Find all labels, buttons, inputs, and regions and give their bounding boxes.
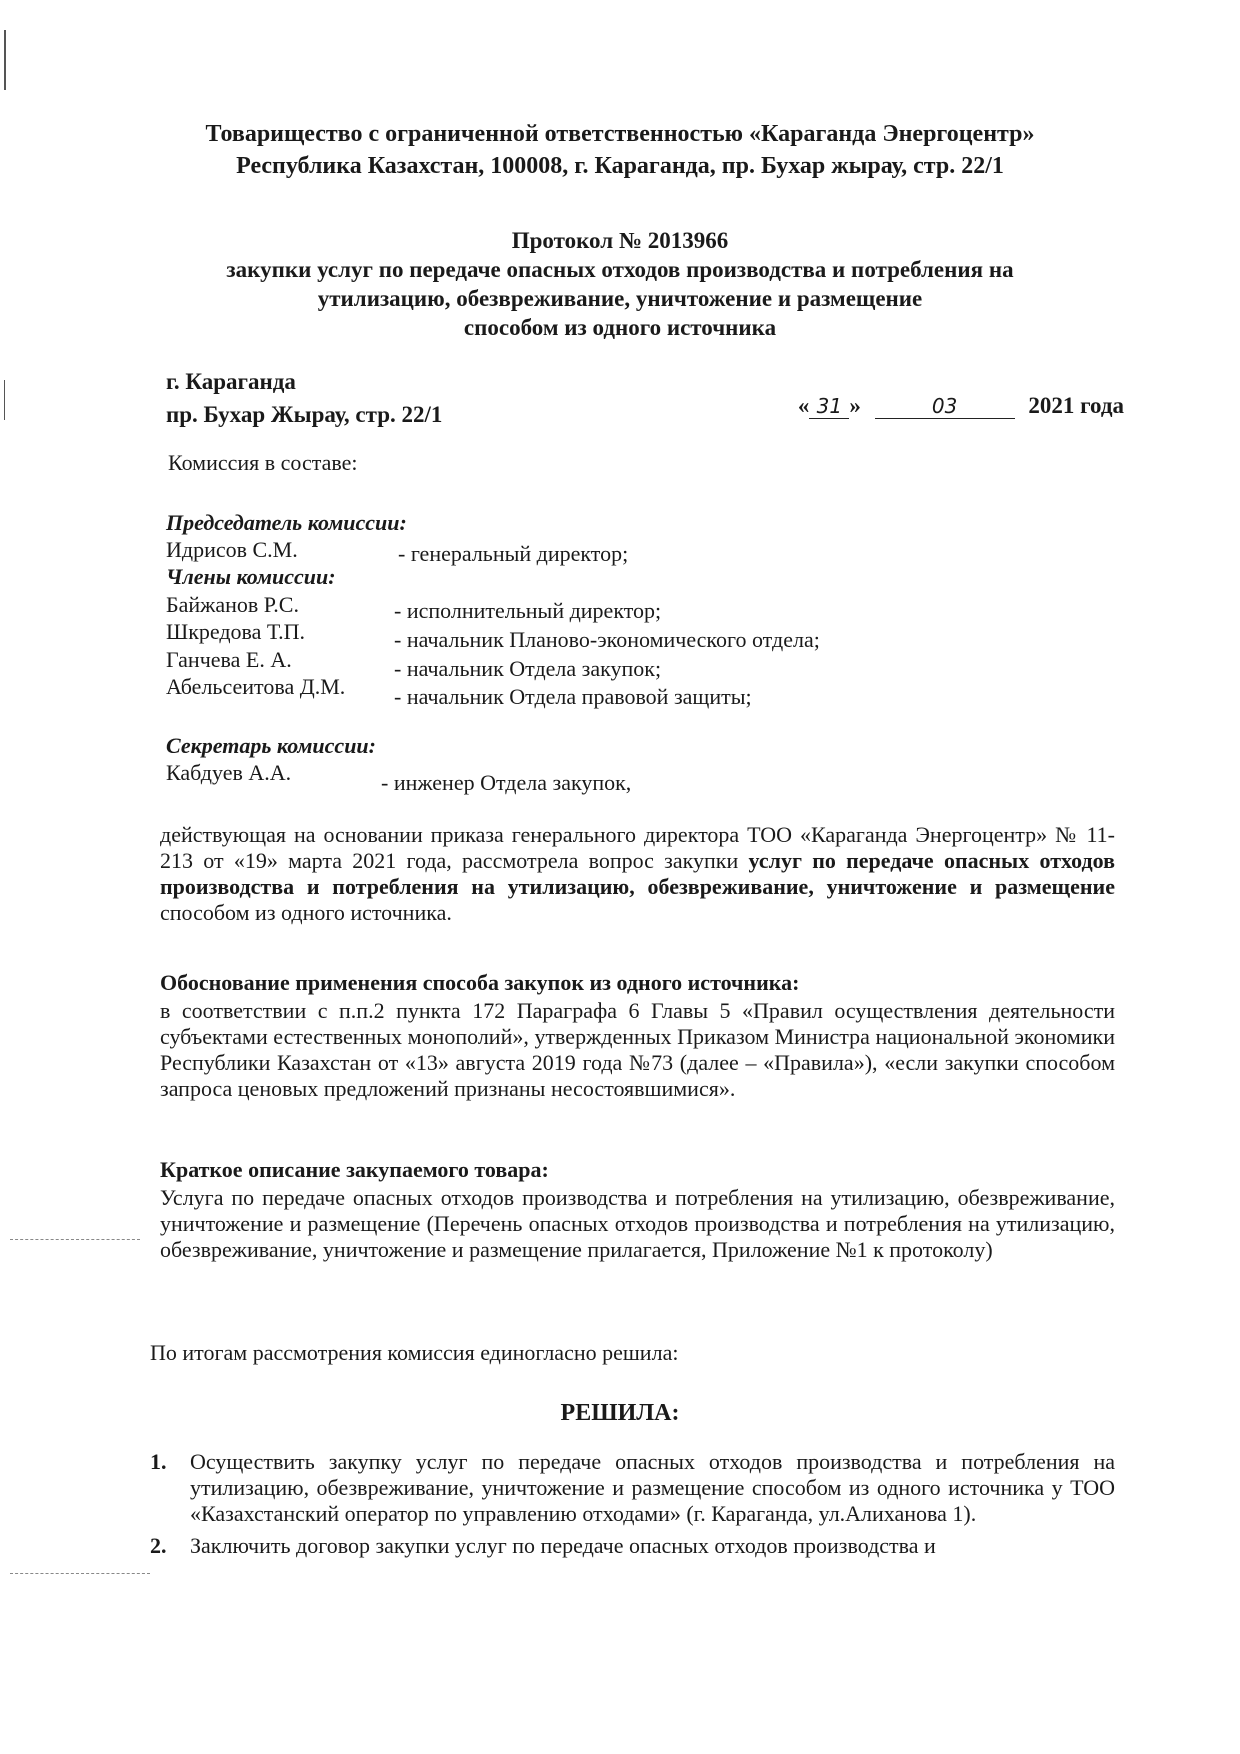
member-role: - начальник Планово-экономического отдела;: [394, 627, 820, 652]
member-name: Абельсеитова Д.М.: [166, 674, 346, 699]
scan-margin-mark: [4, 380, 5, 420]
date-year: 2021 года: [1028, 393, 1124, 418]
decision-heading: РЕШИЛА:: [560, 1400, 680, 1426]
list-item-text: Осуществить закупку услуг по передаче опасных отходов производства и потребления на утилизацию, обезвреживание, уничтожение и размещение способом из одного источника у ТОО «Казахстанский оператор по управлению отходами» (г. Караганда, ул.Алиханова 1).: [190, 1449, 1115, 1526]
date-quote-close: »: [849, 393, 861, 418]
list-item-number: 1.: [150, 1449, 167, 1474]
organization-header: [150, 118, 1090, 182]
place-address: пр. Бухар Жырау, стр. 22/1: [166, 402, 443, 427]
description-text: Услуга по передаче опасных отходов производства и потребления на утилизацию, обезвреживание, уничтожение и размещение (Перечень опасных отходов производства и потребления на утилизацию, обезвреживание, уничтожение и размещение прилагается, Приложение №1 к протоколу): [160, 1185, 1115, 1262]
basis-paragraph: [160, 822, 1115, 926]
results-intro: По итогам рассмотрения комиссия единогласно решила:: [150, 1340, 679, 1365]
organization-address: Республика Казахстан, 100008, г. Караганда, пр. Бухар жырау, стр. 22/1: [236, 153, 1004, 179]
protocol-number: Протокол № 2013966: [511, 228, 729, 253]
scan-margin-mark: [4, 30, 6, 90]
justification-text: в соответствии с п.п.2 пункта 172 Параграфа 6 Главы 5 «Правил осуществления деятельности субъектами естественных монополий», утвержденных Приказом Министра национальной экономики Республики Казахстан от «13» августа 2019 года №73 (далее – «Правила»), «если закупки способом запроса ценовых предложений признаны несостоявшимися».: [160, 998, 1115, 1101]
member-name: Байжанов Р.С.: [166, 592, 299, 617]
description-heading: Краткое описание закупаемого товара:: [160, 1157, 549, 1182]
place-city: г. Караганда: [166, 369, 296, 394]
date-month: 03: [875, 394, 1015, 419]
decision-list: [150, 1449, 1115, 1563]
commission-intro: Комиссия в составе:: [168, 450, 358, 475]
meeting-place: [166, 365, 442, 431]
list-item: [150, 1449, 1115, 1527]
justification-heading: Обоснование применения способа закупок из одного источника:: [160, 970, 800, 995]
list-item-text: Заключить договор закупки услуг по передаче опасных отходов производства и: [190, 1533, 936, 1558]
protocol-subject-line-2: утилизацию, обезвреживание, уничтожение и размещение: [317, 286, 923, 311]
member-row: [166, 647, 1066, 681]
member-role: - начальник Отдела правовой защиты;: [394, 684, 752, 709]
list-item-number: 2.: [150, 1533, 167, 1558]
secretary-row: [166, 760, 1066, 795]
basis-text-end: способом из одного источника.: [160, 900, 452, 925]
secretary-heading: Секретарь комиссии:: [166, 733, 376, 758]
member-role: - генеральный директор;: [398, 541, 629, 566]
member-name: Идрисов С.М.: [166, 537, 298, 562]
protocol-subject-line-3: способом из одного источника: [463, 315, 777, 340]
member-row: [166, 674, 1066, 709]
basis-text-subject: услуг по передаче опасных отходов производства и потребления на утилизацию, обезвреживание, уничтожение и размещение: [160, 848, 1115, 899]
member-role: - инженер Отдела закупок,: [381, 770, 632, 795]
member-role: - исполнительный директор;: [394, 598, 662, 623]
member-name: Шкредова Т.П.: [166, 619, 306, 644]
date-quote-open: «: [797, 393, 810, 418]
member-row: [166, 592, 1066, 623]
protocol-title: [150, 226, 1090, 342]
member-name: Ганчева Е. А.: [166, 647, 292, 672]
dashed-rule: [10, 1239, 140, 1240]
protocol-subject-line-1: закупки услуг по передаче опасных отходов производства и потребления на: [226, 257, 1014, 282]
members-heading: Члены комиссии:: [166, 564, 336, 589]
member-role: - начальник Отдела закупок;: [394, 656, 662, 681]
basis-text-start: действующая на основании приказа генерального директора ТОО «Караганда Энергоцентр» № 11-213 от «19» марта 2021 года, рассмотрела вопрос закупки: [160, 822, 1115, 873]
chair-row: [166, 537, 1066, 566]
member-name: Кабдуев А.А.: [166, 760, 292, 785]
organization-name: Товарищество с ограниченной ответственностью «Караганда Энергоцентр»: [205, 121, 1035, 147]
member-row: [166, 619, 1066, 652]
protocol-date: [798, 393, 1124, 419]
dashed-rule: [10, 1573, 150, 1574]
date-day: 31: [809, 394, 849, 419]
list-item: [150, 1533, 1115, 1559]
chair-heading: Председатель комиссии:: [166, 510, 407, 535]
